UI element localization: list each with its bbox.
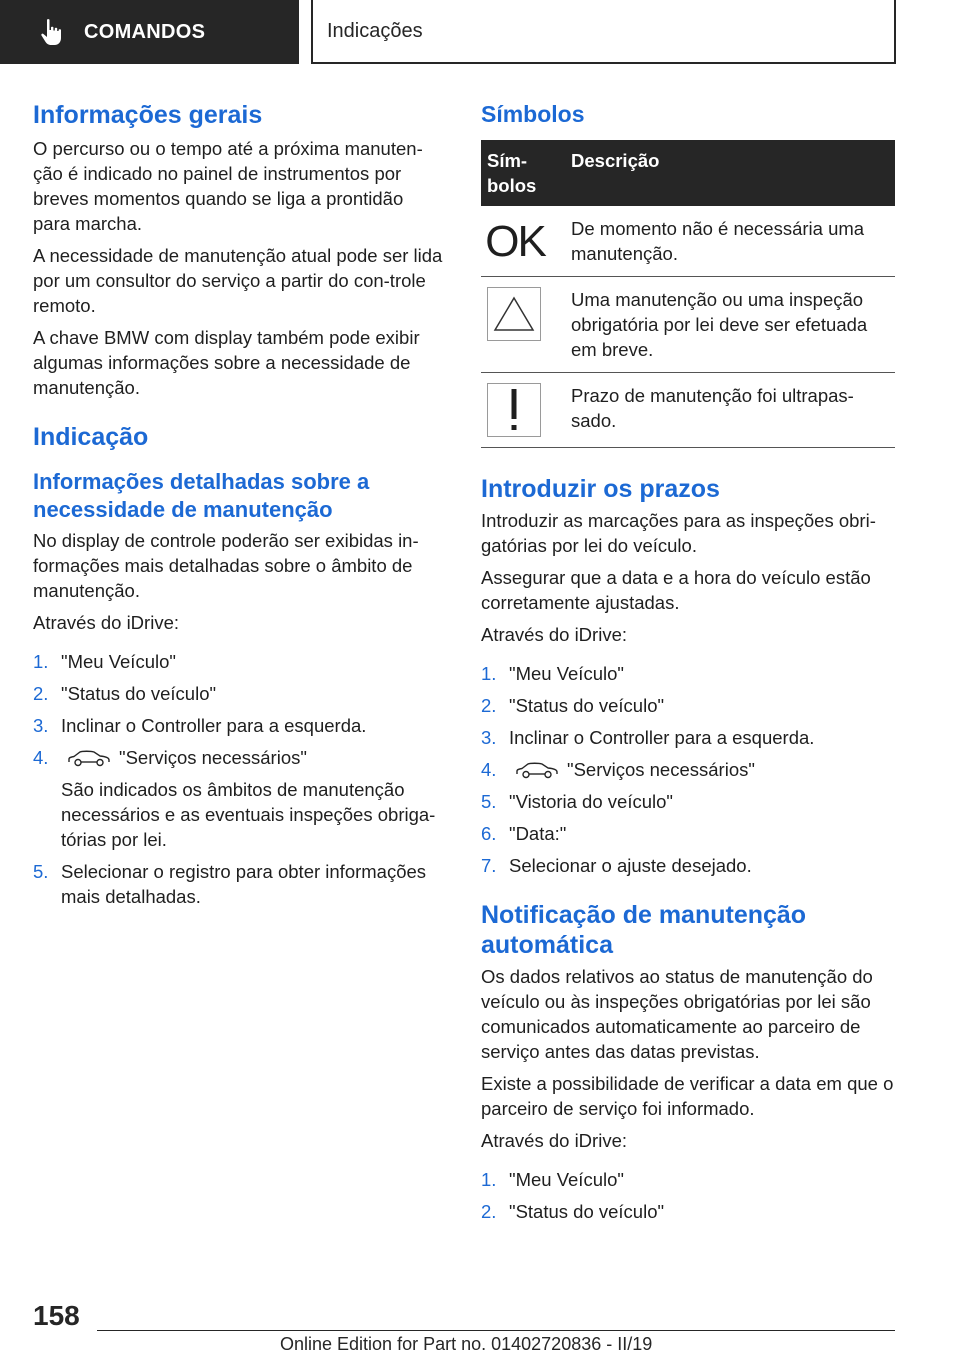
header-section-tab xyxy=(0,0,299,64)
heading-symbols: Símbolos xyxy=(481,101,585,127)
table-row xyxy=(481,373,895,448)
step-number: 1. xyxy=(481,1169,497,1190)
step-number: 2. xyxy=(33,683,49,704)
list-item xyxy=(481,661,895,686)
table-cell-description: Prazo de manutenção foi ultrapas-sado. xyxy=(565,373,895,448)
paragraph: Através do iDrive: xyxy=(481,1130,627,1151)
step-text: "Serviços necessários" xyxy=(567,759,755,780)
list-item xyxy=(33,859,443,909)
step-list xyxy=(481,661,895,878)
paragraph: Assegurar que a data e a hora do veículo estão corretamente ajustadas. xyxy=(481,567,871,613)
list-item xyxy=(33,681,443,706)
heading-deadlines: Introduzir os prazos xyxy=(481,475,720,503)
table-cell-symbol xyxy=(481,277,565,373)
table-header-description: Descrição xyxy=(565,140,895,206)
heading-detailed-info: Informações detalhadas sobre a necessidade de manutenção xyxy=(33,469,370,522)
list-item xyxy=(481,693,895,718)
step-text: "Vistoria do veículo" xyxy=(509,791,673,812)
left-column xyxy=(33,100,443,916)
paragraph: No display de controle poderão ser exibidas in-formações mais detalhadas sobre o âmbito de manutenção. xyxy=(33,530,419,601)
step-text: "Status do veículo" xyxy=(509,1201,665,1222)
step-number: 3. xyxy=(33,715,49,736)
paragraph: Existe a possibilidade de verificar a data em que o parceiro de serviço foi informado. xyxy=(481,1073,894,1119)
header-subsection xyxy=(311,0,896,64)
step-text: Inclinar o Controller para a esquerda. xyxy=(509,727,815,748)
header-section-label: COMANDOS xyxy=(84,20,206,43)
list-item xyxy=(481,725,895,750)
step-number: 6. xyxy=(481,823,497,844)
paragraph: A necessidade de manutenção atual pode ser lida por um consultor do serviço a partir do con-trole remoto. xyxy=(33,245,443,316)
page-number: 158 xyxy=(33,1300,80,1331)
step-text: "Serviços necessários" xyxy=(119,747,307,768)
list-item xyxy=(481,1167,895,1192)
paragraph: Introduzir as marcações para as inspeções obri-gatórias por lei do veículo. xyxy=(481,510,876,556)
step-subtext: São indicados os âmbitos de manutenção necessários e as eventuais inspeções obriga-tórias por lei. xyxy=(61,779,436,850)
warning-triangle-icon xyxy=(487,287,541,341)
step-text: "Data:" xyxy=(509,823,567,844)
step-number: 7. xyxy=(481,855,497,876)
exclamation-icon xyxy=(487,383,541,437)
step-text: Selecionar o registro para obter informações mais detalhadas. xyxy=(61,861,427,907)
step-number: 2. xyxy=(481,1201,497,1222)
step-number: 1. xyxy=(481,663,497,684)
paragraph: O percurso ou o tempo até a próxima manuten-ção é indicado no painel de instrumentos por breves momentos quando se liga a prontidão para marcha. xyxy=(33,138,423,234)
step-text: "Meu Veículo" xyxy=(509,663,624,684)
paragraph: Os dados relativos ao status de manutenção do veículo ou às inspeções obrigatórias por lei são comunicados automaticamente ao parceiro de serviço antes das datas previstas. xyxy=(481,966,873,1062)
right-column xyxy=(481,100,895,1231)
car-service-icon xyxy=(67,749,111,767)
step-text: Inclinar o Controller para a esquerda. xyxy=(61,715,367,736)
table-row xyxy=(481,206,895,277)
table-cell-description: De momento não é necessária uma manutenção. xyxy=(565,206,895,277)
step-text: "Meu Veículo" xyxy=(61,651,176,672)
heading-indication: Indicação xyxy=(33,423,149,451)
step-number: 5. xyxy=(481,791,497,812)
list-item xyxy=(481,789,895,814)
step-number: 5. xyxy=(33,861,49,882)
step-number: 3. xyxy=(481,727,497,748)
step-number: 4. xyxy=(33,747,49,768)
step-number: 4. xyxy=(481,759,497,780)
heading-automatic-notification: Notificação de manutenção automática xyxy=(481,901,807,959)
car-service-icon xyxy=(515,761,559,779)
step-list xyxy=(33,649,443,909)
list-item xyxy=(481,853,895,878)
list-item xyxy=(33,713,443,738)
step-text: "Status do veículo" xyxy=(509,695,665,716)
list-item xyxy=(33,745,443,852)
list-item xyxy=(481,757,895,782)
step-number: 1. xyxy=(33,651,49,672)
footer-edition: Online Edition for Part no. 01402720836 - II/19 xyxy=(280,1334,653,1354)
list-item xyxy=(33,649,443,674)
table-header-row xyxy=(481,140,895,206)
ok-icon: OK xyxy=(485,216,545,266)
heading-general-info: Informações gerais xyxy=(33,101,263,129)
header-subsection-label: Indicações xyxy=(327,19,423,42)
symbols-table xyxy=(481,140,895,448)
footer-divider xyxy=(97,1330,895,1331)
table-cell-description: Uma manutenção ou uma inspeção obrigatória por lei deve ser efetuada em breve. xyxy=(565,277,895,373)
table-header-symbols: Sím-bolos xyxy=(481,140,565,206)
step-text: "Meu Veículo" xyxy=(509,1169,624,1190)
paragraph: Através do iDrive: xyxy=(481,624,627,645)
step-text: "Status do veículo" xyxy=(61,683,217,704)
list-item xyxy=(481,1199,895,1224)
table-row xyxy=(481,277,895,373)
step-number: 2. xyxy=(481,695,497,716)
step-text: Selecionar o ajuste desejado. xyxy=(509,855,752,876)
hand-pointer-icon xyxy=(40,18,66,46)
list-item xyxy=(481,821,895,846)
table-cell-symbol xyxy=(481,373,565,448)
step-list xyxy=(481,1167,895,1224)
table-cell-symbol xyxy=(481,206,565,277)
paragraph: Através do iDrive: xyxy=(33,612,179,633)
paragraph: A chave BMW com display também pode exibir algumas informações sobre a necessidade de manutenção. xyxy=(33,327,420,398)
